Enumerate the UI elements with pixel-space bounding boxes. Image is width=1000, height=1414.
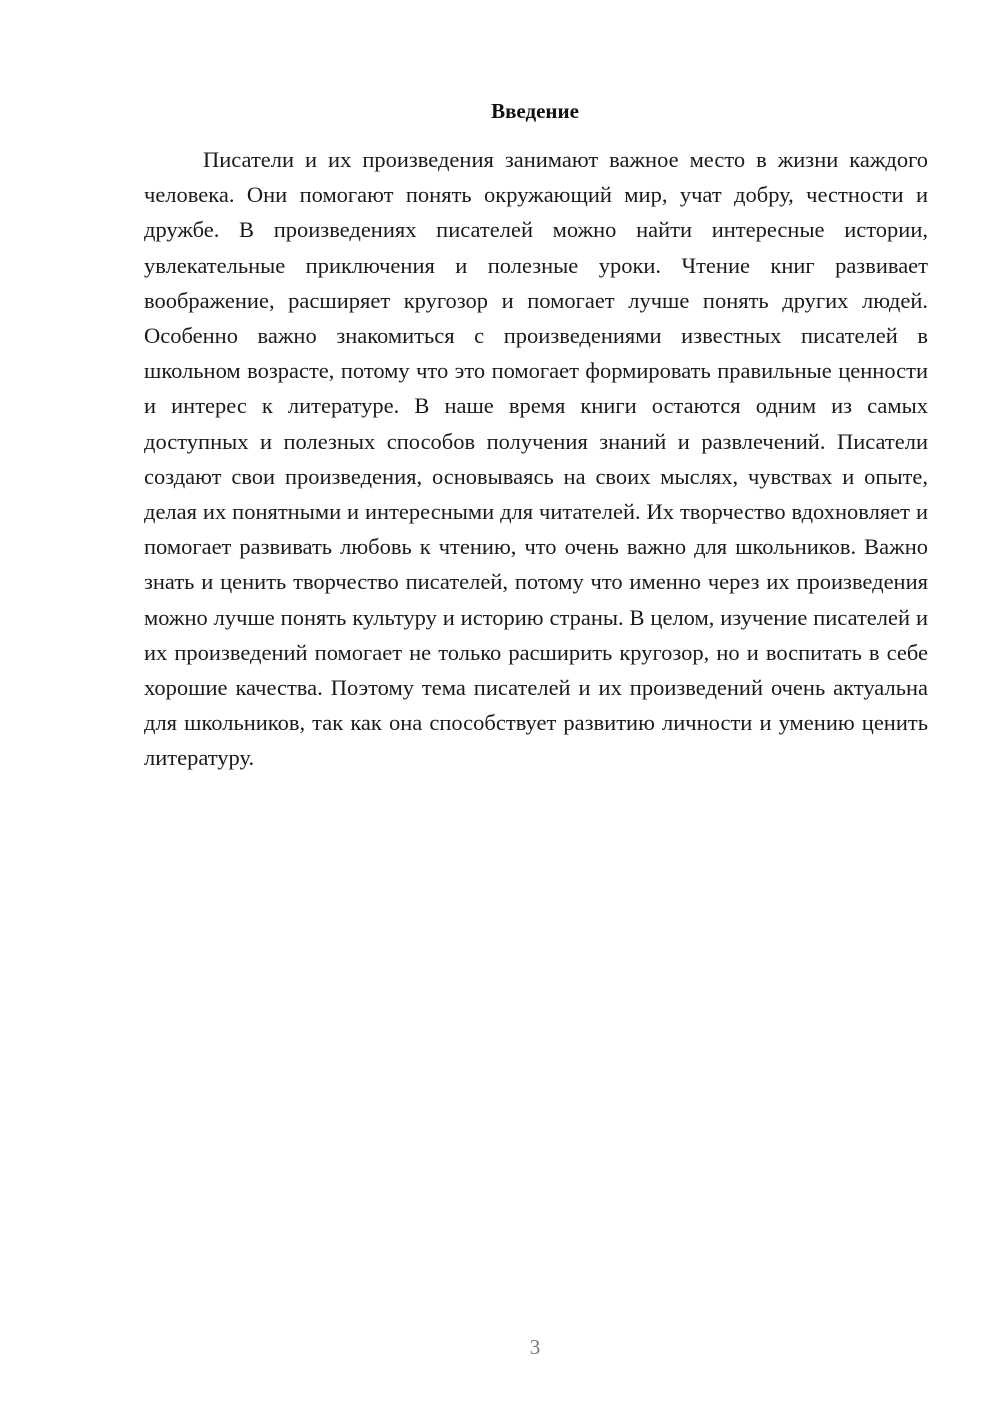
page-number: 3 xyxy=(529,1335,541,1359)
section-heading: Введение xyxy=(491,99,579,123)
body-paragraph: Писатели и их произведения занимают важное место в жизни каждого человека. Они помогают понять окружающий мир, учат добру, честности и дружбе. В произведениях писателей можно найти интересные истории, увлекательные приключения и полезные уроки. Чтение книг развивает воображение, расширяет кругозор и помогает лучше понять других людей. Особенно важно знакомиться с произведениями известных писателей в школьном возрасте, потому что это помогает формировать правильные ценности и интерес к литературе. В наше время книги остаются одним из самых доступных и полезных способов получения знаний и развлечений. Писатели создают свои произведения, основываясь на своих мыслях, чувствах и опыте, делая их понятными и интересными для читателей. Их творчество вдохновляет и помогает развивать любовь к чтению, что очень важно для школьников. Важно знать и ценить творчество писателей, потому что именно через их произведения можно лучше понять культуру и историю страны. В целом, изучение писателей и их произведений помогает не только расширить кругозор, но и воспитать в себе хорошие качества. Поэтому тема писателей и их произведений очень актуальна для школьников, так как она способствует развитию личности и умению ценить литературу. xyxy=(144,147,928,771)
